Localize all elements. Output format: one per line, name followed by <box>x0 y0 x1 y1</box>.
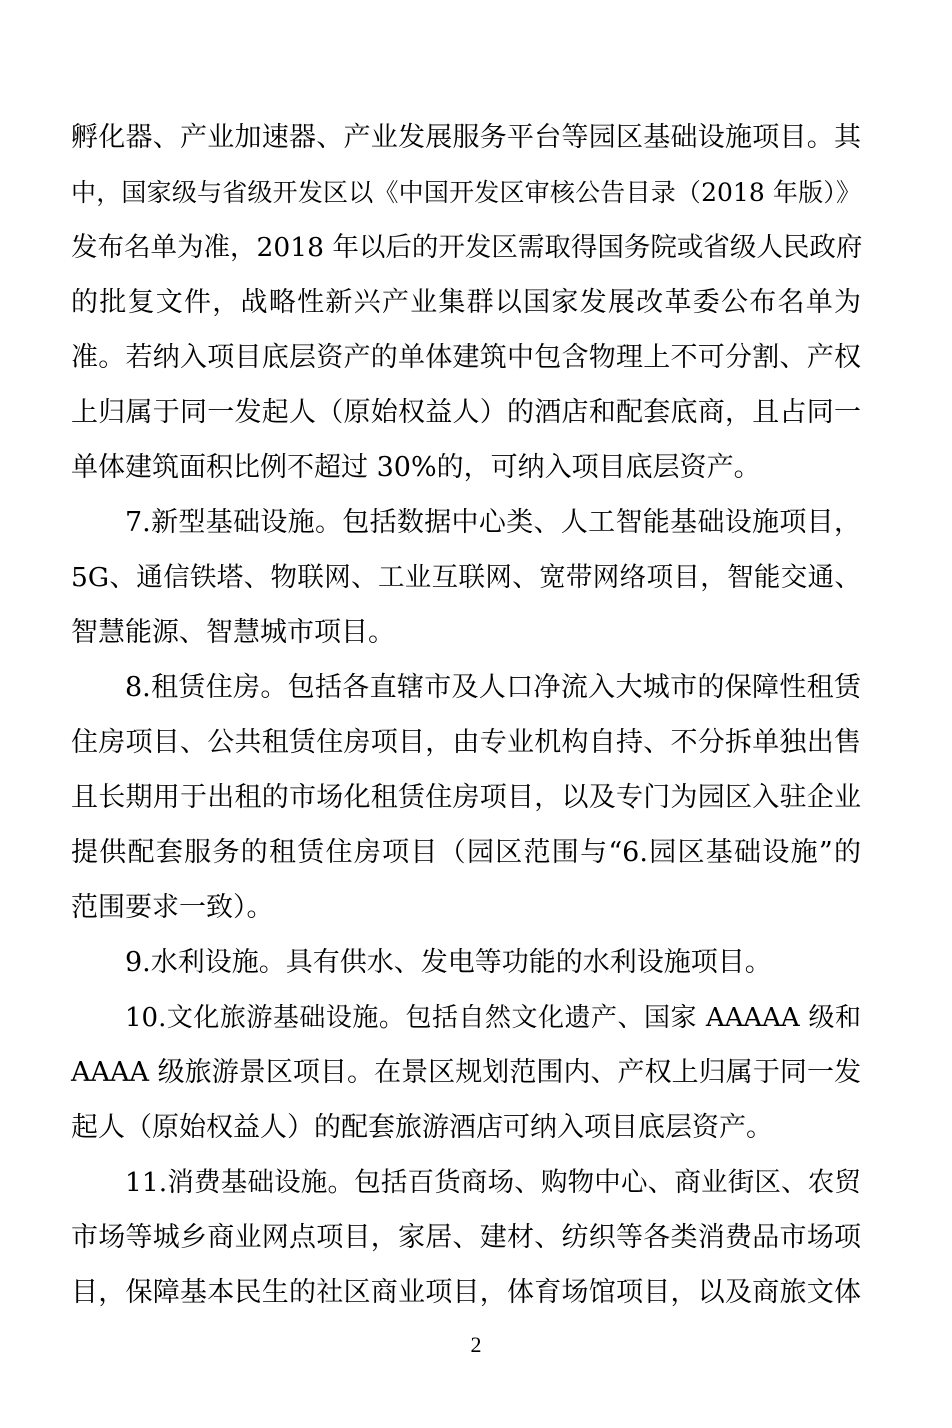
text-line: AAAA 级旅游景区项目。在景区规划范围内、产权上归属于同一发 <box>71 1057 861 1088</box>
text-line: 目，保障基本民生的社区商业项目，体育场馆项目，以及商旅文体 <box>71 1277 861 1308</box>
text-line: 准。若纳入项目底层资产的单体建筑中包含物理上不可分割、产权 <box>71 342 861 373</box>
text-line: 住房项目、公共租赁住房项目，由专业机构自持、不分拆单独出售 <box>71 727 861 758</box>
text-line: 市场等城乡商业网点项目，家居、建材、纺织等各类消费品市场项 <box>71 1222 861 1253</box>
text-line: 提供配套服务的租赁住房项目（园区范围与“6.园区基础设施”的 <box>71 837 861 868</box>
text-line: 中，国家级与省级开发区以《中国开发区审核公告目录（2018 年版）》 <box>71 178 861 207</box>
text-line: 8.租赁住房。包括各直辖市及人口净流入大城市的保障性租赁 <box>125 672 861 703</box>
text-line: 11.消费基础设施。包括百货商场、购物中心、商业街区、农贸 <box>125 1167 861 1198</box>
text-line: 范围要求一致）。 <box>71 892 274 923</box>
text-line: 起人（原始权益人）的配套旅游酒店可纳入项目底层资产。 <box>71 1112 773 1143</box>
text-line: 且长期用于出租的市场化租赁住房项目，以及专门为园区入驻企业 <box>71 782 861 813</box>
text-line: 10.文化旅游基础设施。包括自然文化遗产、国家 AAAAA 级和 <box>125 1003 861 1033</box>
text-line: 上归属于同一发起人（原始权益人）的酒店和配套底商，且占同一 <box>71 397 861 428</box>
text-line: 的批复文件，战略性新兴产业集群以国家发展改革委公布名单为 <box>71 287 861 318</box>
text-line: 5G、通信铁塔、物联网、工业互联网、宽带网络项目，智能交通、 <box>71 562 861 593</box>
text-line: 单体建筑面积比例不超过 30%的，可纳入项目底层资产。 <box>71 452 761 483</box>
page-number: 2 <box>470 1332 482 1357</box>
text-line: 发布名单为准，2018 年以后的开发区需取得国务院或省级人民政府 <box>71 232 863 263</box>
text-line: 7.新型基础设施。包括数据中心类、人工智能基础设施项目， <box>125 507 861 538</box>
text-line: 孵化器、产业加速器、产业发展服务平台等园区基础设施项目。其 <box>71 122 861 153</box>
text-line: 智慧能源、智慧城市项目。 <box>71 617 395 648</box>
text-line: 9.水利设施。具有供水、发电等功能的水利设施项目。 <box>125 947 772 978</box>
